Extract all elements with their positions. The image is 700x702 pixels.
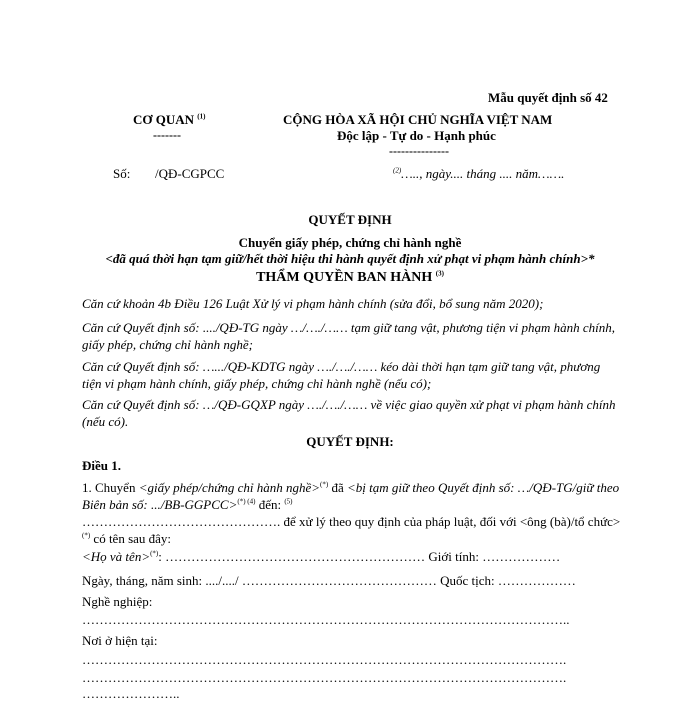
decision-subject: Chuyển giấy phép, chứng chỉ hành nghề	[238, 235, 462, 250]
footnote: (*)	[82, 531, 91, 540]
occupation-field: …………………………………………………………………………………………………..	[82, 612, 570, 627]
agency-name	[133, 112, 205, 128]
motto: Độc lập - Tự do - Hạnh phúc	[337, 128, 496, 143]
number-code: /QĐ-CGPCC	[155, 166, 225, 181]
date-text: ….., ngày.... tháng .... năm…….	[401, 166, 565, 181]
motto-divider: ---------------	[389, 144, 449, 158]
text-segment: ………………………………………. để xử lý theo quy định của pháp luật, đối với <ông (bà)/tổ chức>	[82, 514, 621, 529]
authority-footnote: (3)	[435, 269, 444, 278]
seizure-reference: <bị tạm giữ theo Quyết định số: …/QĐ-TG/giữ theo Biên bản số: .../BB-GGPCC>	[82, 480, 620, 512]
footnote: (*) (4)	[237, 497, 256, 506]
agency-footnote: (1)	[197, 112, 206, 121]
nation-title: CỘNG HÒA XÃ HỘI CHỦ NGHĨA VIỆT NAM	[283, 112, 553, 127]
decision-reason: <đã quá thời hạn tạm giữ/hết thời hiệu thi hành quyết định xử phạt vi phạm hành chính>*	[105, 251, 595, 266]
address-field-2: ………………………………………………………………………………………………….	[82, 670, 567, 685]
footnote: (5)	[284, 497, 293, 506]
place-date	[393, 166, 564, 182]
address-field-3: …………………..	[82, 686, 180, 701]
form-number: Mẫu quyết định số 42	[488, 90, 608, 105]
agency-label: CƠ QUAN	[133, 112, 195, 127]
legal-basis-4: Căn cứ Quyết định số: …/QĐ-GQXP ngày …./…./…… về việc giao quyền xử phạt vi phạm hành chính (nếu có).	[82, 397, 616, 429]
place-footnote: (2)	[393, 166, 402, 175]
text-segment: đã	[328, 480, 347, 495]
issuing-authority	[0, 270, 700, 286]
text-segment: đến:	[255, 497, 285, 512]
text-segment: có tên sau đây:	[90, 531, 172, 546]
name-field: : …………………………………………………… Giới tính: ………………	[158, 549, 561, 564]
footnote: (*)	[320, 480, 329, 489]
name-line	[82, 549, 560, 565]
number-label: Số:	[113, 166, 131, 181]
agency-divider: -------	[153, 128, 181, 142]
legal-basis-2: Căn cứ Quyết định số: ..../QĐ-TG ngày …/…./…… tạm giữ tang vật, phương tiện vi phạm hành chính, giấy phép, chứng chỉ hành nghề;	[82, 320, 616, 352]
authority-label: THẨM QUYỀN BAN HÀNH	[256, 270, 433, 285]
name-label: <Họ và tên>	[82, 549, 151, 564]
article-1-label: Điều 1.	[82, 458, 121, 473]
footnote: (*)	[150, 549, 159, 558]
decision-title: QUYẾT ĐỊNH	[308, 212, 392, 227]
dob-line: Ngày, tháng, năm sinh: ..../..../ ……………………………………… Quốc tịch: ………………	[82, 573, 576, 588]
decision-heading: QUYẾT ĐỊNH:	[306, 434, 394, 449]
occupation-label: Nghề nghiệp:	[82, 594, 153, 609]
legal-basis-3: Căn cứ Quyết định số: ….../QĐ-KDTG ngày …./…./…… kéo dài thời hạn tạm giữ tang vật, phương tiện vi phạm hành chính, giấy phép, chứng chỉ hành nghề (nếu có);	[82, 359, 601, 391]
address-field-1: ………………………………………………………………………………………………….	[82, 652, 567, 667]
article-1-paragraph	[82, 479, 622, 547]
license-placeholder: <giấy phép/chứng chỉ hành nghề>	[138, 480, 321, 495]
address-label: Nơi ở hiện tại:	[82, 633, 158, 648]
legal-basis-1: Căn cứ khoản 4b Điều 126 Luật Xử lý vi phạm hành chính (sửa đổi, bổ sung năm 2020);	[82, 296, 544, 311]
text-segment: 1. Chuyển	[82, 480, 139, 495]
